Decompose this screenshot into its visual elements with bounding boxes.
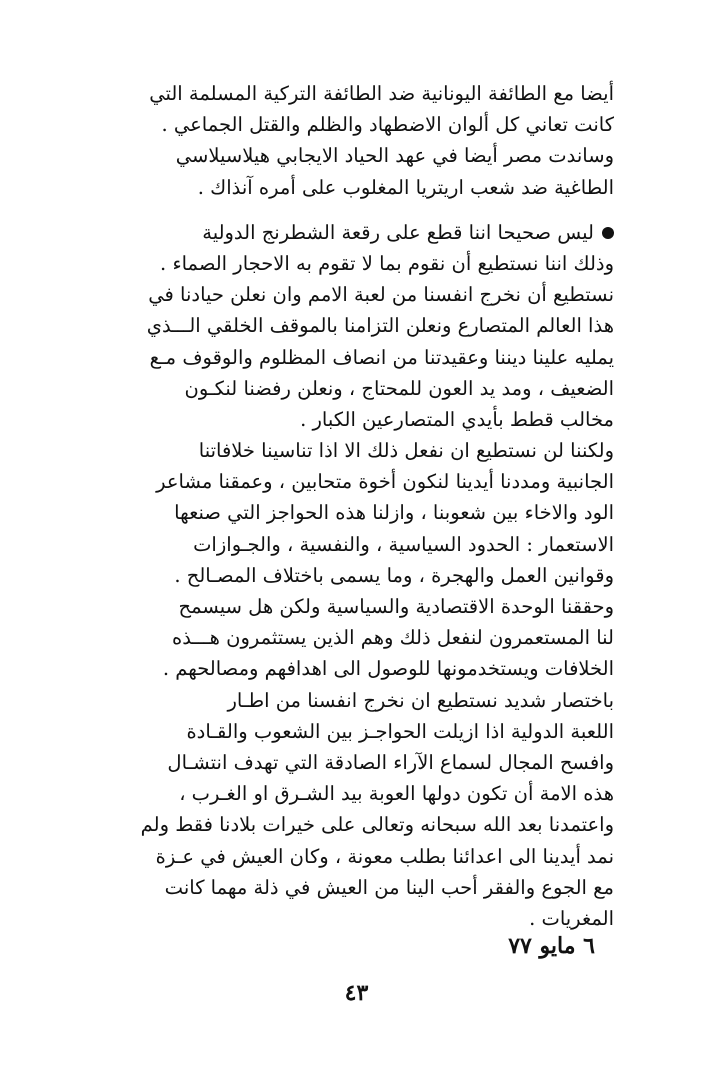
text-line: اللعبة الدولية اذا ازيلت الحواجـز بين الشعوب والقـادة [186, 719, 614, 743]
text-line: الاستعمار : الحدود السياسية ، والنفسية ، والجـوازات [193, 532, 614, 556]
text-line: الخلافات ويستخدمونها للوصول الى اهدافهم ومصالحهم . [162, 657, 614, 681]
paragraph-gap [100, 203, 614, 217]
text-line: الضعيف ، ومد يد العون للمحتاج ، ونعلن رفضنا لنكـون [184, 376, 614, 400]
text-line: أيضا مع الطائفة اليونانية ضد الطائفة التركية المسلمة التي [149, 82, 614, 105]
paragraph-4 [100, 685, 614, 935]
text-line: المغريات . [529, 906, 614, 930]
text-line: وذلك اننا نستطيع أن نقوم بما لا تقوم به الاحجار الصماء . [160, 251, 614, 275]
text-line: ولكننا لن نستطيع ان نفعل ذلك الا اذا تناسينا خلافاتنا [198, 439, 614, 463]
text-line: واعتمدنا بعد الله سبحانه وتعالى على خيرات بلادنا فقط ولم [140, 813, 614, 837]
text-line: هذا العالم المتصارع ونعلن التزامنا بالموقف الخلقي الـــذي [146, 314, 614, 338]
text-line: نستطيع أن نخرج انفسنا من لعبة الامم وان نعلن حيادنا في [148, 283, 614, 307]
text-line: هذه الامة أن تكون دولها العوبة بيد الشـرق او الغـرب ، [179, 782, 614, 806]
text-line: الطاغية ضد شعب اريتريا المغلوب على أمره آنذاك . [197, 175, 614, 199]
body-text [100, 78, 614, 934]
text-line: الود والاخاء بين شعوبنا ، وازلنا هذه الحواجز التي صنعها [174, 501, 614, 525]
text-line: وساندت مصر أيضا في عهد الحياد الايجابي هيلاسيلاسي [175, 144, 614, 168]
text-line: نمد أيدينا الى اعدائنا بطلب معونة ، وكان العيش في عـزة [155, 844, 614, 868]
page-number: ٤٣ [344, 980, 369, 1006]
text-line: مع الجوع والفقر أحب الينا من العيش في ذلة مهما كانت [164, 875, 614, 899]
paragraph-1 [100, 78, 614, 203]
paragraph-2 [100, 217, 614, 435]
text-line: يمليه علينا ديننا وعقيدتنا من انصاف المظلوم والوقوف مـع [149, 345, 614, 369]
text-line: وحققنا الوحدة الاقتصادية والسياسية ولكن هل سيسمح [178, 595, 614, 618]
text-line: الجانبية ومددنا أيدينا لنكون أخوة متحابين ، وعمقنا مشاعر [156, 470, 614, 494]
text-line: مخالب قطط بأيدي المتصارعين الكبار . [300, 407, 614, 431]
article-date: ٦ مايو ٧٧ [508, 933, 595, 959]
text-line-with-bullet [100, 217, 614, 248]
bullet-icon [602, 227, 614, 239]
text-line-content: ليس صحيحا اننا قطع على رقعة الشطرنج الدولية [202, 220, 594, 244]
text-line: وقوانين العمل والهجرة ، وما يسمى باختلاف المصـالح . [174, 563, 614, 587]
text-line: لنا المستعمرون لنفعل ذلك وهم الذين يستثمرون هـــذه [172, 626, 614, 650]
text-line: كانت تعاني كل ألوان الاضطهاد والظلم والقتل الجماعي . [161, 113, 614, 137]
text-line: باختصار شديد نستطيع ان نخرج انفسنا من اطـار [227, 688, 614, 712]
paragraph-3 [100, 435, 614, 685]
text-line: وافسح المجال لسماع الآراء الصادقة التي تهدف انتشـال [167, 750, 614, 774]
